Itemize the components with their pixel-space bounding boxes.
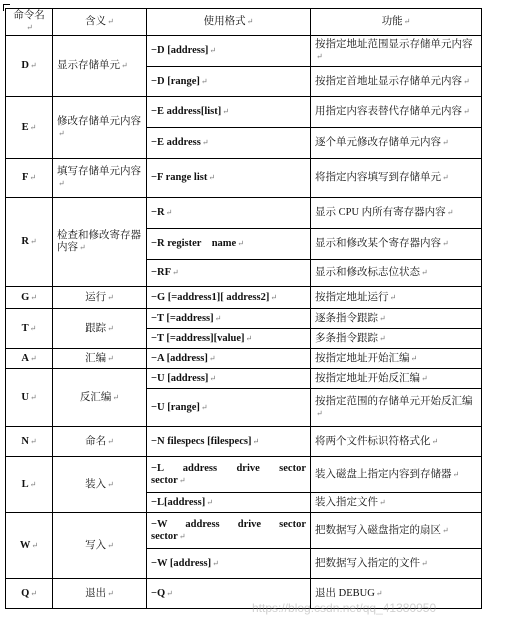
- function-cell: 显示 CPU 内所有寄存器内容↵: [311, 198, 482, 229]
- command-name-cell: L↵: [6, 457, 53, 513]
- table-row: [6, 457, 482, 493]
- header-function: 功能↵: [311, 9, 482, 36]
- meaning-cell: 修改存储单元内容↵: [53, 97, 147, 159]
- meaning-cell: 检查和修改寄存器内容↵: [53, 198, 147, 287]
- table-row: [6, 198, 482, 229]
- format-cell: −E address[list]↵: [147, 97, 311, 128]
- table-header-row: [6, 9, 482, 36]
- format-cell: −G [=address1][ address2]↵: [147, 287, 311, 309]
- command-name-cell: G↵: [6, 287, 53, 309]
- format-cell: −R↵: [147, 198, 311, 229]
- function-cell: 按指定地址运行↵: [311, 287, 482, 309]
- meaning-cell: 装入↵: [53, 457, 147, 513]
- format-cell: −D [range]↵: [147, 67, 311, 97]
- format-cell: −W [address]↵: [147, 549, 311, 579]
- function-cell: 用指定内容表替代存储单元内容↵: [311, 97, 482, 128]
- format-cell: −R register name↵: [147, 229, 311, 260]
- table-row: [6, 309, 482, 329]
- watermark: https://blog.csdn.net/qq_41380950: [252, 601, 437, 615]
- command-name-cell: U↵: [6, 369, 53, 427]
- command-name-cell: R↵: [6, 198, 53, 287]
- table-row: [6, 349, 482, 369]
- function-cell: 退出 DEBUG↵: [311, 579, 482, 609]
- function-cell: 多条指令跟踪↵: [311, 329, 482, 349]
- function-cell: 按指定地址范围显示存储单元内容↵: [311, 36, 482, 67]
- command-name-cell: E↵: [6, 97, 53, 159]
- format-cell: −RF↵: [147, 260, 311, 287]
- table-row: [6, 513, 482, 549]
- format-cell: −T [=address]↵: [147, 309, 311, 329]
- header-meaning: 含义↵: [53, 9, 147, 36]
- meaning-cell: 运行↵: [53, 287, 147, 309]
- command-name-cell: F↵: [6, 159, 53, 198]
- function-cell: 按指定范围的存储单元开始反汇编↵: [311, 389, 482, 427]
- function-cell: 显示和修改某个寄存器内容↵: [311, 229, 482, 260]
- meaning-cell: 跟踪↵: [53, 309, 147, 349]
- function-cell: 按指定地址开始反汇编↵: [311, 369, 482, 389]
- function-cell: 把数据写入指定的文件↵: [311, 549, 482, 579]
- meaning-cell: 显示存储单元↵: [53, 36, 147, 97]
- table-row: [6, 369, 482, 389]
- format-cell: −D [address]↵: [147, 36, 311, 67]
- format-cell: −Q↵: [147, 579, 311, 609]
- table-row: [6, 159, 482, 198]
- function-cell: 把数据写入磁盘指定的扇区↵: [311, 513, 482, 549]
- format-cell: −U [range]↵: [147, 389, 311, 427]
- command-name-cell: T↵: [6, 309, 53, 349]
- function-cell: 逐个单元修改存储单元内容↵: [311, 128, 482, 159]
- function-cell: 按指定地址开始汇编↵: [311, 349, 482, 369]
- table-row: [6, 97, 482, 128]
- command-name-cell: Q↵: [6, 579, 53, 609]
- function-cell: 逐条指令跟踪↵: [311, 309, 482, 329]
- command-name-cell: A↵: [6, 349, 53, 369]
- function-cell: 按指定首地址显示存储单元内容↵: [311, 67, 482, 97]
- format-cell: −L[address]↵: [147, 493, 311, 513]
- meaning-cell: 反汇编↵: [53, 369, 147, 427]
- format-cell: −E address↵: [147, 128, 311, 159]
- meaning-cell: 命名↵: [53, 427, 147, 457]
- function-cell: 显示和修改标志位状态↵: [311, 260, 482, 287]
- table-row: [6, 427, 482, 457]
- table-row: [6, 287, 482, 309]
- table-row: [6, 36, 482, 67]
- format-cell: −N filespecs [filespecs]↵: [147, 427, 311, 457]
- function-cell: 将指定内容填写到存储单元↵: [311, 159, 482, 198]
- command-name-cell: W↵: [6, 513, 53, 579]
- format-cell: −U [address]↵: [147, 369, 311, 389]
- format-cell: −L address drive sector sector↵: [147, 457, 311, 493]
- command-name-cell: D↵: [6, 36, 53, 97]
- debug-command-table: [5, 8, 482, 609]
- format-cell: −T [=address][value]↵: [147, 329, 311, 349]
- format-cell: −F range list↵: [147, 159, 311, 198]
- format-cell: −W address drive sector sector↵: [147, 513, 311, 549]
- table-row: [6, 579, 482, 609]
- function-cell: 装入指定文件↵: [311, 493, 482, 513]
- meaning-cell: 汇编↵: [53, 349, 147, 369]
- meaning-cell: 填写存储单元内容↵: [53, 159, 147, 198]
- function-cell: 将两个文件标识符格式化↵: [311, 427, 482, 457]
- header-cmd: 命令名↵: [6, 9, 53, 36]
- command-name-cell: N↵: [6, 427, 53, 457]
- meaning-cell: 退出↵: [53, 579, 147, 609]
- format-cell: −A [address]↵: [147, 349, 311, 369]
- header-format: 使用格式↵: [147, 9, 311, 36]
- meaning-cell: 写入↵: [53, 513, 147, 579]
- function-cell: 装入磁盘上指定内容到存储器↵: [311, 457, 482, 493]
